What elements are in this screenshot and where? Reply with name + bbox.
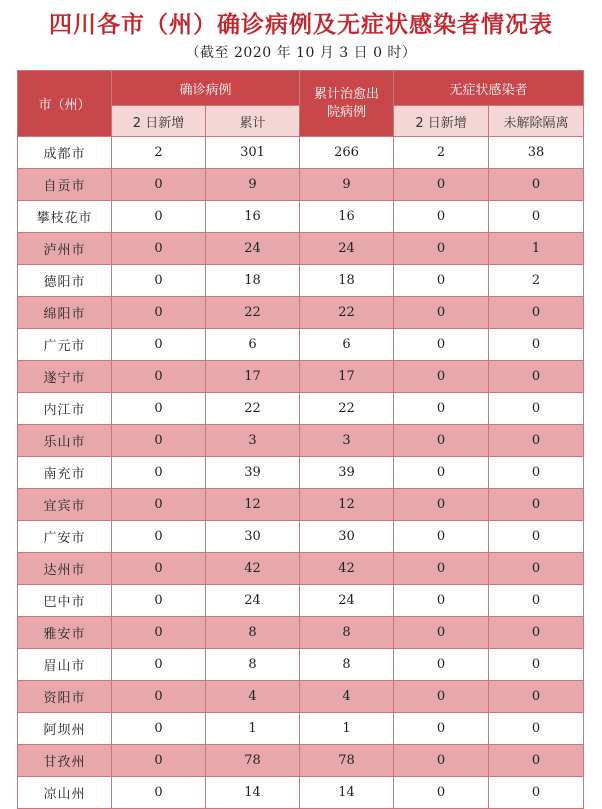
cell-discharged: 1 [300,713,394,745]
cell-city: 资阳市 [18,681,112,713]
cell-confirmed-new: 0 [112,713,206,745]
cell-city: 阿坝州 [18,713,112,745]
cell-confirmed-total: 78 [206,745,300,777]
table-row [18,617,584,649]
cell-discharged: 24 [300,585,394,617]
cell-confirmed-total: 24 [206,585,300,617]
cell-confirmed-total: 12 [206,489,300,521]
table-row [18,201,584,233]
cell-discharged: 16 [300,201,394,233]
cell-confirmed-total: 22 [206,297,300,329]
table-row [18,713,584,745]
cell-asym-unreleased: 0 [489,745,584,777]
cell-confirmed-new: 0 [112,265,206,297]
cell-city: 甘孜州 [18,745,112,777]
cell-asym-new: 0 [394,393,489,425]
cell-confirmed-total: 24 [206,233,300,265]
cell-asym-unreleased: 0 [489,713,584,745]
cell-city: 南充市 [18,457,112,489]
cell-confirmed-new: 0 [112,777,206,809]
cell-confirmed-new: 2 [112,137,206,169]
cell-asym-new: 0 [394,681,489,713]
cell-asym-unreleased: 2 [489,265,584,297]
header-city: 市（州） [18,71,112,137]
cell-confirmed-new: 0 [112,745,206,777]
table-row [18,361,584,393]
cell-asym-new: 0 [394,521,489,553]
cell-asym-new: 0 [394,585,489,617]
table-row [18,745,584,777]
cell-city: 泸州市 [18,233,112,265]
cell-asym-unreleased: 0 [489,297,584,329]
cell-city: 成都市 [18,137,112,169]
cell-confirmed-total: 18 [206,265,300,297]
cell-asym-new: 0 [394,553,489,585]
cell-asym-unreleased: 0 [489,777,584,809]
cell-confirmed-total: 9 [206,169,300,201]
cell-discharged: 266 [300,137,394,169]
header-confirmed-total: 累计 [206,106,300,137]
cell-asym-unreleased: 0 [489,585,584,617]
cell-asym-new: 0 [394,201,489,233]
cell-discharged: 24 [300,233,394,265]
table-row [18,169,584,201]
cell-discharged: 22 [300,297,394,329]
cell-asym-new: 0 [394,489,489,521]
cell-confirmed-new: 0 [112,393,206,425]
cell-discharged: 17 [300,361,394,393]
cell-asym-new: 0 [394,617,489,649]
cell-city: 攀枝花市 [18,201,112,233]
page-title: 四川各市（州）确诊病例及无症状感染者情况表 [49,12,553,38]
cell-asym-unreleased: 1 [489,233,584,265]
table-row [18,777,584,809]
table-row [18,681,584,713]
cell-asym-unreleased: 0 [489,681,584,713]
cell-city: 遂宁市 [18,361,112,393]
cell-confirmed-total: 30 [206,521,300,553]
cell-discharged: 30 [300,521,394,553]
cell-confirmed-new: 0 [112,201,206,233]
cell-discharged: 9 [300,169,394,201]
cell-confirmed-total: 39 [206,457,300,489]
cell-asym-unreleased: 0 [489,329,584,361]
cell-discharged: 42 [300,553,394,585]
cell-discharged: 22 [300,393,394,425]
cell-confirmed-new: 0 [112,521,206,553]
cell-asym-new: 0 [394,233,489,265]
cell-confirmed-total: 22 [206,393,300,425]
cell-asym-unreleased: 38 [489,137,584,169]
cell-city: 乐山市 [18,425,112,457]
cell-asym-unreleased: 0 [489,361,584,393]
table-row [18,457,584,489]
table-row [18,393,584,425]
cell-discharged: 3 [300,425,394,457]
cell-confirmed-total: 42 [206,553,300,585]
cell-confirmed-new: 0 [112,233,206,265]
cell-asym-new: 0 [394,425,489,457]
cell-asym-unreleased: 0 [489,649,584,681]
cell-confirmed-total: 1 [206,713,300,745]
cell-city: 德阳市 [18,265,112,297]
cell-asym-new: 0 [394,297,489,329]
cell-confirmed-total: 301 [206,137,300,169]
cell-confirmed-total: 3 [206,425,300,457]
cell-city: 广安市 [18,521,112,553]
table-body [18,137,584,809]
table-row [18,297,584,329]
cell-confirmed-new: 0 [112,361,206,393]
cell-confirmed-new: 0 [112,553,206,585]
table-row [18,329,584,361]
table-row [18,137,584,169]
table-row [18,585,584,617]
cell-discharged: 12 [300,489,394,521]
header-asym-new: 2 日新增 [394,106,489,137]
cell-confirmed-new: 0 [112,649,206,681]
cell-city: 自贡市 [18,169,112,201]
cell-asym-unreleased: 0 [489,201,584,233]
table-row [18,489,584,521]
cell-confirmed-total: 14 [206,777,300,809]
cell-city: 雅安市 [18,617,112,649]
table-row [18,553,584,585]
cell-city: 绵阳市 [18,297,112,329]
cell-confirmed-new: 0 [112,169,206,201]
cell-discharged: 8 [300,617,394,649]
cell-city: 达州市 [18,553,112,585]
cell-city: 内江市 [18,393,112,425]
cell-asym-unreleased: 0 [489,457,584,489]
cell-city: 巴中市 [18,585,112,617]
cell-asym-new: 0 [394,713,489,745]
cell-asym-new: 0 [394,329,489,361]
cell-discharged: 8 [300,649,394,681]
cell-asym-unreleased: 0 [489,393,584,425]
table-row [18,233,584,265]
cell-confirmed-total: 8 [206,617,300,649]
header-discharged: 累计治愈出院病例 [300,71,394,137]
header-confirmed-new: 2 日新增 [112,106,206,137]
cell-city: 宜宾市 [18,489,112,521]
cell-confirmed-new: 0 [112,425,206,457]
cell-confirmed-total: 8 [206,649,300,681]
cell-confirmed-new: 0 [112,681,206,713]
cell-confirmed-new: 0 [112,585,206,617]
cell-asym-new: 0 [394,649,489,681]
cell-city: 眉山市 [18,649,112,681]
cell-confirmed-new: 0 [112,617,206,649]
cell-confirmed-total: 17 [206,361,300,393]
cell-asym-new: 0 [394,361,489,393]
cell-asym-new: 0 [394,745,489,777]
table-row [18,521,584,553]
cell-city: 凉山州 [18,777,112,809]
cell-asym-new: 0 [394,457,489,489]
cell-confirmed-new: 0 [112,457,206,489]
table-row [18,425,584,457]
cell-discharged: 18 [300,265,394,297]
cell-confirmed-new: 0 [112,329,206,361]
cell-discharged: 39 [300,457,394,489]
cell-discharged: 14 [300,777,394,809]
page-subtitle: （截至 2020 年 10 月 3 日 0 时） [185,45,417,61]
cell-asym-unreleased: 0 [489,521,584,553]
cell-asym-unreleased: 0 [489,553,584,585]
cell-asym-unreleased: 0 [489,489,584,521]
table-row [18,649,584,681]
cell-asym-new: 0 [394,169,489,201]
cell-discharged: 4 [300,681,394,713]
cell-asym-unreleased: 0 [489,617,584,649]
cell-confirmed-total: 4 [206,681,300,713]
header-asymptomatic: 无症状感染者 [394,71,584,106]
header-asym-unreleased: 未解除隔离 [489,106,584,137]
cell-confirmed-new: 0 [112,489,206,521]
cell-confirmed-total: 16 [206,201,300,233]
cell-discharged: 78 [300,745,394,777]
cell-asym-unreleased: 0 [489,425,584,457]
cell-discharged: 6 [300,329,394,361]
cases-table [17,70,584,809]
cell-asym-new: 2 [394,137,489,169]
cell-asym-new: 0 [394,265,489,297]
header-confirmed: 确诊病例 [112,71,300,106]
cell-asym-new: 0 [394,777,489,809]
table-row [18,265,584,297]
cell-asym-unreleased: 0 [489,169,584,201]
cell-confirmed-total: 6 [206,329,300,361]
cell-city: 广元市 [18,329,112,361]
cell-confirmed-new: 0 [112,297,206,329]
